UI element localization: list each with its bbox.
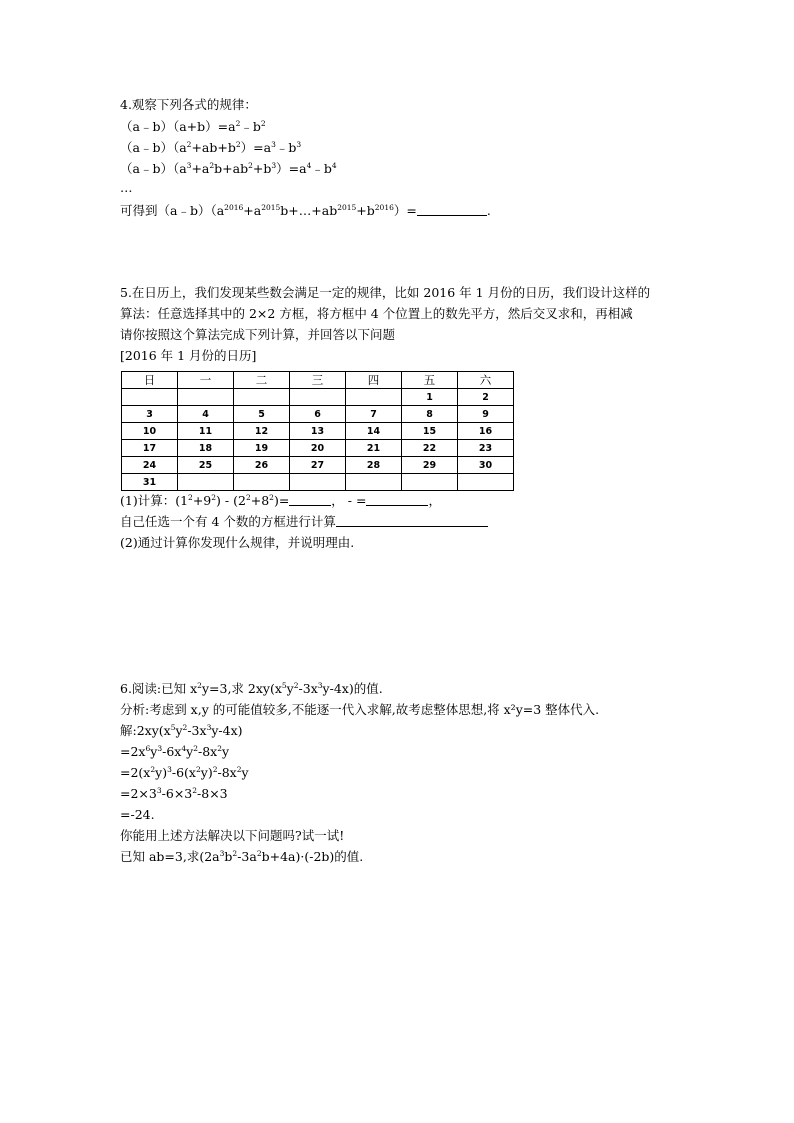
- calendar-day-cell: 28: [346, 457, 402, 474]
- calendar-day-cell: 1: [402, 389, 458, 406]
- calendar-header-cell: 四: [346, 372, 402, 389]
- calendar-day-cell: [346, 389, 402, 406]
- q6-prompt: 你能用上述方法解决以下问题吗?试一试!: [120, 828, 345, 843]
- q6-question: 已知 ab=3,求$(2a^3b^2-3a^2b+4a)\cdot(-2b)$的值.: [120, 849, 364, 864]
- q6-solution-1: 解$:2xy(x^5y^2-3x^3y-4x)$: [120, 723, 243, 738]
- calendar-day-cell: 10: [122, 423, 178, 440]
- calendar-week-row: [122, 423, 514, 440]
- calendar-day-cell: [346, 474, 402, 491]
- q6-solution-5: =-24.: [120, 807, 155, 822]
- q4-question: 可得到$(a﹣b)(a^{2016}+a^{2015}b+\dots+ab^{2015}+b^{2016})=$ .: [120, 203, 491, 218]
- calendar-day-cell: 2: [458, 389, 514, 406]
- q6-title: 6.阅读:已知 $x^2y=3$,求 $2xy(x^5y^2-3x^3y-4x)$的值.: [120, 681, 383, 696]
- calendar-day-cell: 16: [458, 423, 514, 440]
- q6-solution-2: $=2x^6y^3-6x^4y^2-8x^2y$: [120, 744, 230, 759]
- calendar-day-cell: 13: [290, 423, 346, 440]
- calendar-week-row: [122, 457, 514, 474]
- calendar-day-cell: 11: [178, 423, 234, 440]
- q4-answer-blank[interactable]: [417, 203, 487, 216]
- calendar-header-cell: 二: [234, 372, 290, 389]
- q5-paragraph-3: 请你按照这个算法完成下列计算，并回答以下问题: [120, 327, 396, 342]
- calendar-day-cell: 21: [346, 440, 402, 457]
- q6-solution-4: $=2\times 3^3-6\times 3^2-8\times 3$: [120, 786, 228, 801]
- calendar-day-cell: 23: [458, 440, 514, 457]
- q5-answer-blank-3[interactable]: [336, 514, 488, 527]
- calendar-header-row: [122, 372, 514, 389]
- q4-formula-2: $(a﹣b)(a^2+ab+b^2)=a^3﹣b^3$: [120, 140, 302, 155]
- q5-answer-blank-1[interactable]: [289, 493, 331, 506]
- calendar-day-cell: 22: [402, 440, 458, 457]
- calendar-day-cell: [234, 474, 290, 491]
- q5-subquestion-2: (2)通过计算你发现什么规律，并说明理由.: [120, 535, 355, 550]
- calendar-day-cell: 5: [234, 406, 290, 423]
- calendar-day-cell: [402, 474, 458, 491]
- calendar-week-row: [122, 440, 514, 457]
- q5-answer-blank-2[interactable]: [366, 493, 428, 506]
- calendar-day-cell: 26: [234, 457, 290, 474]
- calendar-day-cell: 24: [122, 457, 178, 474]
- q4-ellipsis: …: [120, 180, 133, 195]
- calendar-caption: [2016 年 1 月份的日历]: [120, 348, 257, 363]
- calendar-header-cell: 五: [402, 372, 458, 389]
- calendar-day-cell: 15: [402, 423, 458, 440]
- calendar-table: [121, 371, 514, 491]
- calendar-header-cell: 日: [122, 372, 178, 389]
- calendar-day-cell: 3: [122, 406, 178, 423]
- calendar-day-cell: 27: [290, 457, 346, 474]
- calendar-day-cell: 12: [234, 423, 290, 440]
- calendar-week-row: [122, 389, 514, 406]
- calendar-day-cell: [178, 389, 234, 406]
- calendar-day-cell: 29: [402, 457, 458, 474]
- calendar-header-cell: 一: [178, 372, 234, 389]
- calendar-day-cell: 18: [178, 440, 234, 457]
- q6-solution-3: $=2(x^2y)^3-6(x^2y)^2-8x^2y$: [120, 765, 249, 780]
- calendar-day-cell: 17: [122, 440, 178, 457]
- q5-subquestion-1: (1)计算：$(1^2+9^2) - (2^2+8^2)=$ ， - = ，: [120, 493, 441, 508]
- calendar-day-cell: [290, 389, 346, 406]
- calendar-day-cell: [458, 474, 514, 491]
- calendar-header-cell: 三: [290, 372, 346, 389]
- q5-self-chosen: 自己任选一个有 4 个数的方框进行计算: [120, 514, 488, 530]
- calendar-day-cell: 20: [290, 440, 346, 457]
- calendar-day-cell: 4: [178, 406, 234, 423]
- calendar-day-cell: 8: [402, 406, 458, 423]
- q5-paragraph-2: 算法：任意选择其中的 2×2 方框，将方框中 4 个位置上的数先平方，然后交叉求和，再相减: [120, 306, 633, 321]
- calendar-day-cell: [178, 474, 234, 491]
- calendar-header-cell: 六: [458, 372, 514, 389]
- q4-formula-1: $(a﹣b)(a+b)=a^2﹣b^2$: [120, 119, 266, 134]
- calendar-week-row: [122, 406, 514, 423]
- calendar-day-cell: 19: [234, 440, 290, 457]
- calendar-day-cell: 6: [290, 406, 346, 423]
- q6-analysis: 分析:考虑到 x,y 的可能值较多,不能逐一代入求解,故考虑整体思想,将 x²y=3 整体代入.: [120, 702, 600, 717]
- q4-formula-3: $(a﹣b)(a^3+a^2b+ab^2+b^3)=a^4﹣b^4$: [120, 161, 337, 176]
- calendar-day-cell: 31: [122, 474, 178, 491]
- calendar-day-cell: 30: [458, 457, 514, 474]
- calendar-day-cell: 25: [178, 457, 234, 474]
- calendar-day-cell: [290, 474, 346, 491]
- calendar-day-cell: 7: [346, 406, 402, 423]
- calendar-week-row: [122, 474, 514, 491]
- calendar-day-cell: 9: [458, 406, 514, 423]
- q5-paragraph-1: 5.在日历上，我们发现某些数会满足一定的规律，比如 2016 年 1 月份的日历，我们设计这样的: [120, 285, 651, 300]
- calendar-day-cell: [122, 389, 178, 406]
- q4-title: 4.观察下列各式的规律：: [120, 97, 257, 112]
- calendar-day-cell: [234, 389, 290, 406]
- calendar-day-cell: 14: [346, 423, 402, 440]
